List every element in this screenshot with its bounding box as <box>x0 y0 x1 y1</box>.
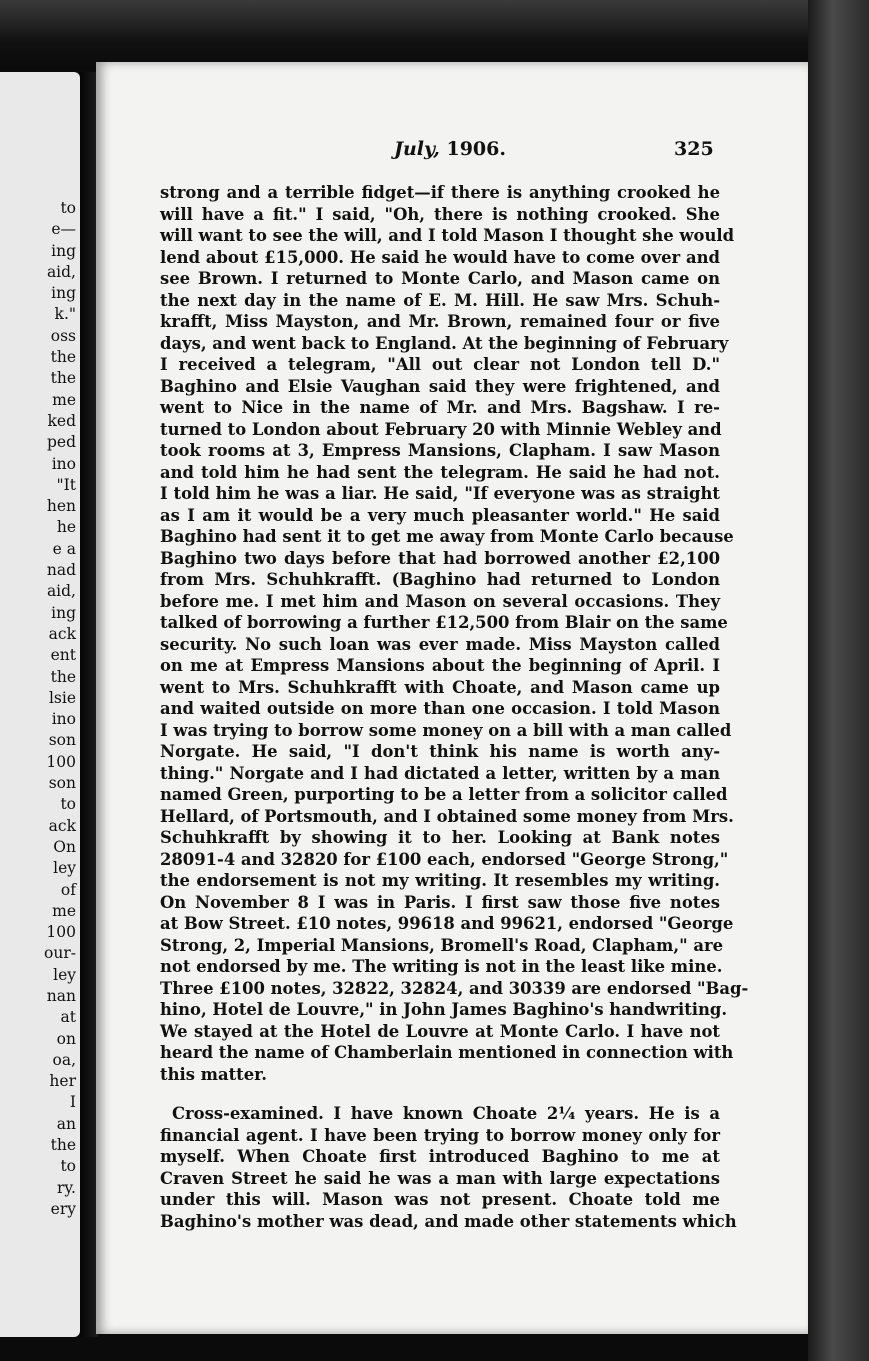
text-line: not endorsed by me. The writing is not in the least like mine. <box>160 957 723 976</box>
text-line: Baghino two days before that had borrowed another £2,100 <box>160 548 720 568</box>
text-line: Schuhkrafft by showing it to her. Looking at Bank notes <box>160 828 720 847</box>
previous-page-fragment: to <box>60 199 76 217</box>
previous-page-fragment: ino <box>51 710 76 729</box>
page-body-text <box>160 182 749 1232</box>
scan-top-shadow <box>0 0 869 70</box>
text-line: security. No such loan was ever made. Miss Mayston called <box>160 634 720 654</box>
previous-page-fragment: "It <box>56 475 76 494</box>
paragraph-gap <box>160 1085 720 1103</box>
text-line: Baghino and Elsie Vaughan said they were frightened, and <box>160 376 720 396</box>
previous-page-fragment: the <box>50 348 76 367</box>
text-line: turned to London about February 20 with Minnie Webley and <box>160 419 722 439</box>
text-line: the endorsement is not my writing. It resembles my writing. <box>160 871 720 890</box>
text-line: on me at Empress Mansions about the beginning of April. I <box>160 656 720 675</box>
previous-page-fragment: 100 <box>46 923 76 942</box>
previous-page-fragment: ry. <box>56 1178 76 1197</box>
text-line: hino, Hotel de Louvre," in John James Baghino's handwriting. <box>160 1000 728 1019</box>
previous-page-fragment: I <box>69 1093 76 1112</box>
previous-page-fragment: ped <box>46 433 76 452</box>
previous-page-fragment: ley <box>53 965 76 984</box>
text-line: the next day in the name of E. M. Hill. He saw Mrs. Schuh- <box>160 290 720 310</box>
text-line: took rooms at 3, Empress Mansions, Clapham. I saw Mason <box>160 441 720 460</box>
text-line: I told him he was a liar. He said, "If everyone was as straight <box>160 484 720 503</box>
previous-page-fragment: ent <box>50 646 76 665</box>
text-line: Norgate. He said, "I don't think his name is worth any- <box>160 742 720 761</box>
text-line: 28091-4 and 32820 for £100 each, endorsed "George Strong," <box>160 849 729 869</box>
previous-page-fragment: the <box>50 369 76 388</box>
previous-page-fragment: lsie <box>48 688 76 707</box>
page-header <box>96 138 808 162</box>
text-line: this matter. <box>160 1064 268 1084</box>
previous-page-fragment: the <box>50 667 76 686</box>
previous-page-fragment: 100 <box>46 752 76 771</box>
previous-page-fragment: to <box>60 1157 76 1176</box>
text-line: and waited outside on more than one occasion. I told Mason <box>160 699 720 718</box>
previous-page-fragment: ack <box>48 624 76 643</box>
text-line: went to Nice in the name of Mr. and Mrs. Bagshaw. I re- <box>160 398 720 417</box>
previous-page-fragment: at <box>60 1008 76 1027</box>
previous-page-fragment: me <box>52 390 76 409</box>
text-line: heard the name of Chamberlain mentioned in connection with <box>160 1043 734 1062</box>
previous-page-fragment: e a <box>52 539 76 558</box>
previous-page-fragment: to <box>60 795 76 814</box>
text-line: before me. I met him and Mason on several occasions. They <box>160 591 720 611</box>
text-line: I received a telegram, "All out clear not London tell D." <box>160 355 720 374</box>
text-line: We stayed at the Hotel de Louvre at Monte Carlo. I have not <box>160 1021 720 1041</box>
text-line: On November 8 I was in Paris. I first saw those five notes <box>160 892 720 912</box>
previous-page-fragment: ley <box>53 859 76 878</box>
text-line: myself. When Choate first introduced Baghino to me at <box>160 1147 720 1166</box>
previous-page-fragment: ing <box>51 284 76 303</box>
previous-page-fragment: her <box>49 1072 76 1091</box>
previous-page-fragment: oss <box>50 326 76 345</box>
previous-page-fragment: ing <box>51 241 76 260</box>
text-line: and told him he had sent the telegram. He said he had not. <box>160 462 720 482</box>
text-line: Strong, 2, Imperial Mansions, Bromell's Road, Clapham," are <box>160 935 724 955</box>
text-line: Cross-examined. I have known Choate 2¼ years. He is a <box>172 1104 720 1123</box>
text-line: talked of borrowing a further £12,500 from Blair on the same <box>160 613 728 632</box>
previous-page-fragment: an <box>56 1114 76 1133</box>
previous-page-fragment: oa, <box>52 1050 76 1069</box>
header-month: July, <box>394 138 440 160</box>
previous-page-fragment: ery <box>50 1199 76 1218</box>
previous-page-fragment: e— <box>51 220 76 239</box>
previous-page-fragment: nad <box>46 561 76 580</box>
text-line: named Green, purporting to be a letter from a solicitor called <box>160 785 728 804</box>
text-line: as I am it would be a very much pleasanter world." He said <box>160 505 720 525</box>
text-line: Baghino's mother was dead, and made other statements which <box>160 1211 737 1231</box>
previous-page-fragment: aid, <box>46 262 76 281</box>
text-line: will have a fit." I said, "Oh, there is nothing crooked. She <box>160 204 720 224</box>
previous-page-fragment: k." <box>54 305 76 324</box>
previous-page-fragment: On <box>53 837 76 856</box>
previous-page-fragment: me <box>52 901 76 920</box>
text-line: days, and went back to England. At the beginning of February <box>160 333 729 353</box>
text-line: Three £100 notes, 32822, 32824, and 30339 are endorsed "Bag- <box>160 978 749 998</box>
previous-page-fragment: ack <box>48 816 76 835</box>
page-number: 325 <box>674 138 714 160</box>
previous-page-fragment: son <box>48 774 76 793</box>
header-year: 1906. <box>446 138 506 160</box>
text-line: Craven Street he said he was a man with large expectations <box>160 1168 720 1188</box>
previous-page-fragment: he <box>56 518 76 537</box>
text-line: I was trying to borrow some money on a bill with a man called <box>160 720 732 740</box>
text-line: went to Mrs. Schuhkrafft with Choate, and Mason came up <box>160 677 720 697</box>
previous-page-text-fragments <box>44 198 76 1220</box>
scan-right-edge <box>808 0 869 1361</box>
book-page <box>96 62 808 1334</box>
text-line: at Bow Street. £10 notes, 99618 and 99621, endorsed "George <box>160 914 734 933</box>
previous-page-fragment: ino <box>51 454 76 473</box>
running-head <box>394 138 506 160</box>
previous-page-fragment: nan <box>46 986 76 1005</box>
text-line: Baghino had sent it to get me away from Monte Carlo because <box>160 527 734 546</box>
text-line: Hellard, of Portsmouth, and I obtained some money from Mrs. <box>160 806 734 826</box>
previous-page-fragment: hen <box>46 497 76 516</box>
text-line: from Mrs. Schuhkrafft. (Baghino had returned to London <box>160 570 720 589</box>
text-line: under this will. Mason was not present. Choate told me <box>160 1190 720 1209</box>
previous-page-fragment: the <box>50 1136 76 1155</box>
previous-page-fragment: ing <box>51 603 76 622</box>
text-line: financial agent. I have been trying to borrow money only for <box>160 1125 720 1145</box>
text-line: strong and a terrible fidget—if there is anything crooked he <box>160 183 720 202</box>
previous-page-fragment: on <box>56 1029 76 1048</box>
text-line: krafft, Miss Mayston, and Mr. Brown, remained four or five <box>160 312 720 331</box>
previous-page-fragment: our- <box>44 944 76 963</box>
previous-page-fragment: of <box>60 880 76 899</box>
previous-page-edge <box>0 72 80 1337</box>
previous-page-fragment: aid, <box>46 582 76 601</box>
text-line: lend about £15,000. He said he would have to come over and <box>160 247 720 267</box>
previous-page-fragment: ked <box>47 411 76 430</box>
text-line: thing." Norgate and I had dictated a letter, written by a man <box>160 763 720 783</box>
text-line: will want to see the will, and I told Mason I thought she would <box>160 226 735 245</box>
text-line: see Brown. I returned to Monte Carlo, and Mason came on <box>160 269 720 288</box>
previous-page-fragment: son <box>48 731 76 750</box>
